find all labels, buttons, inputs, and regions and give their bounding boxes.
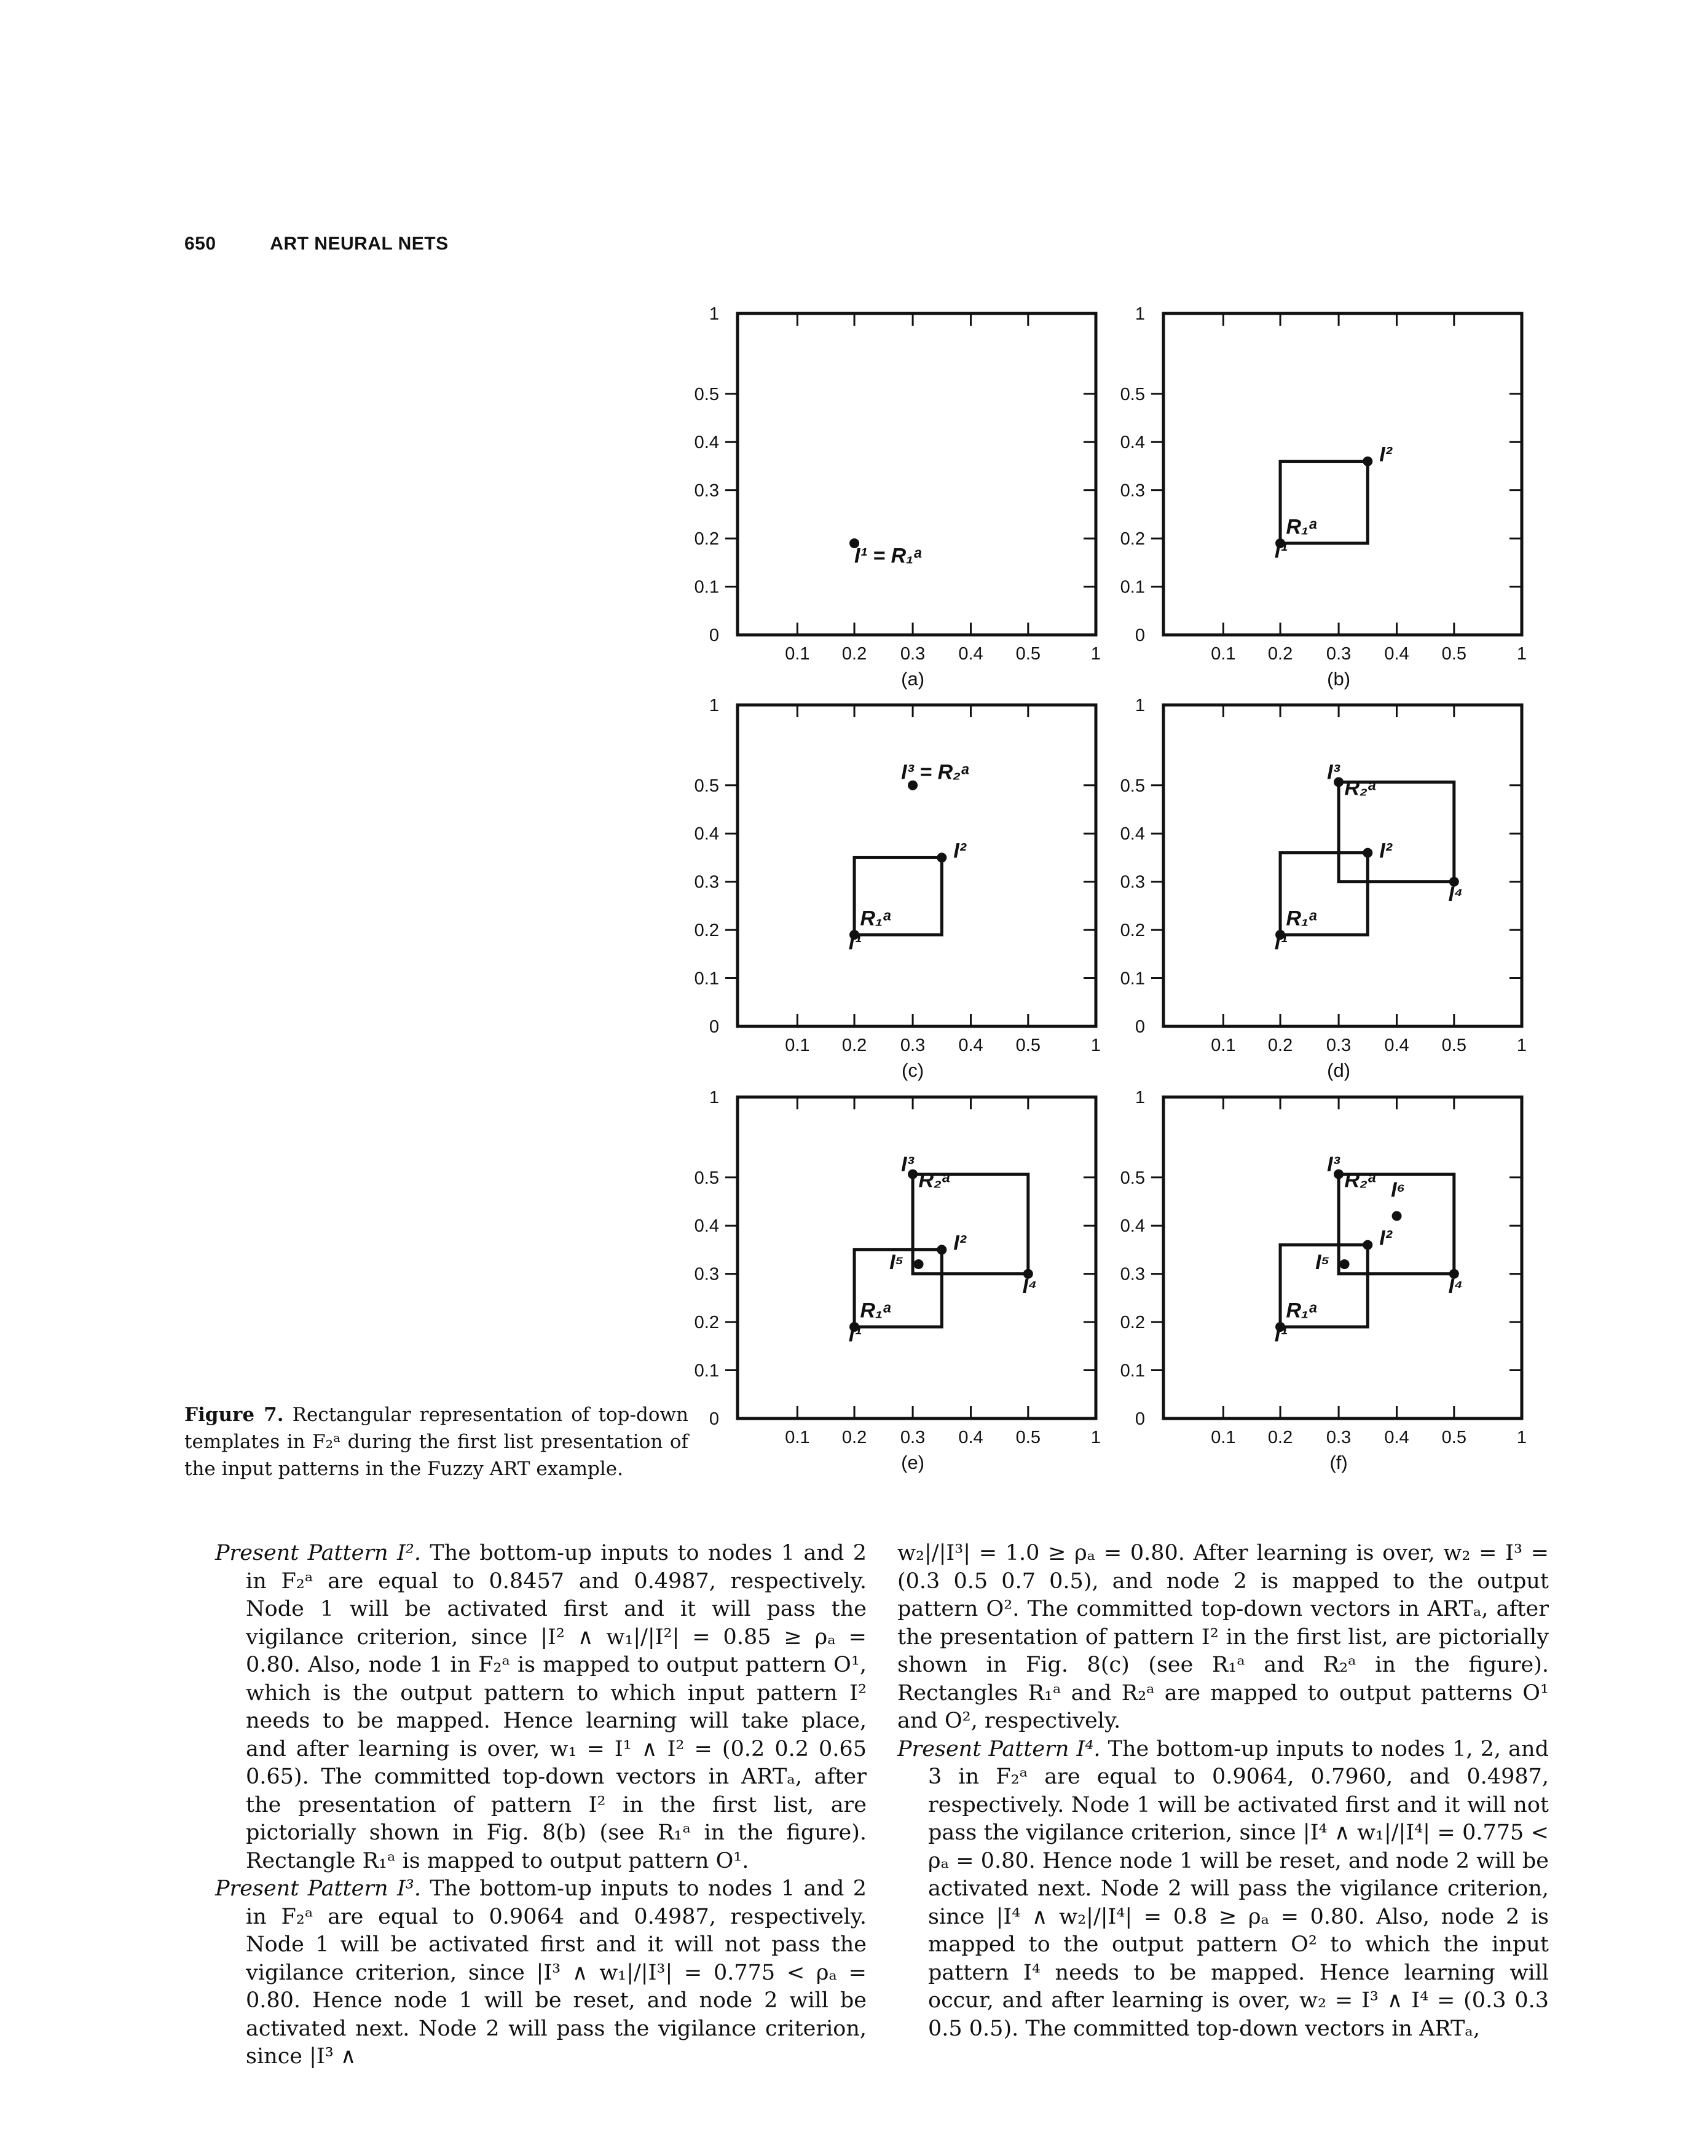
y-tick-label: 0.2 (694, 1313, 719, 1333)
y-tick-label: 0.4 (694, 433, 719, 453)
figure-panel (1120, 304, 1527, 690)
point-label: I⁴ (1022, 1275, 1037, 1299)
x-tick-label: 0.5 (1441, 1036, 1466, 1055)
panel-label: (c) (902, 1060, 924, 1081)
x-tick-label: 0.3 (1326, 644, 1352, 664)
plot-frame (1163, 705, 1522, 1026)
x-tick-label: 0.5 (1441, 644, 1466, 664)
x-tick-label: 0.1 (785, 1428, 810, 1447)
plot-frame (738, 313, 1096, 635)
y-tick-label: 0 (1135, 626, 1145, 645)
y-tick-label: 1 (709, 1088, 719, 1108)
panel-label: (e) (901, 1452, 925, 1473)
point-label: R₁ᵃ (860, 1299, 891, 1323)
running-title: ART NEURAL NETS (270, 234, 449, 254)
x-tick-label: 0.3 (900, 1036, 926, 1055)
y-tick-label: 0 (709, 1017, 719, 1037)
x-tick-label: 0.3 (900, 1428, 926, 1447)
point-label: R₂ᵃ (1344, 776, 1376, 800)
y-tick-label: 1 (709, 304, 719, 324)
x-tick-label: 0.4 (1384, 644, 1409, 664)
point-label: I³ (901, 1152, 914, 1176)
plot-frame (1163, 313, 1522, 635)
y-tick-label: 0.1 (694, 969, 719, 989)
input-point (1363, 848, 1372, 858)
y-tick-label: 0.3 (694, 481, 719, 501)
y-tick-label: 0.5 (694, 776, 719, 796)
point-label: R₁ᵃ (1286, 515, 1317, 539)
x-tick-label: 0.3 (1326, 1428, 1352, 1447)
point-label: I¹ (848, 1323, 862, 1347)
y-tick-label: 0 (1135, 1017, 1145, 1037)
input-point (937, 1245, 946, 1254)
x-tick-label: 1 (1090, 1036, 1101, 1055)
x-tick-label: 1 (1516, 1036, 1527, 1055)
panel-label: (a) (901, 668, 925, 690)
point-label: R₁ᵃ (860, 907, 891, 930)
y-tick-label: 1 (1135, 304, 1145, 324)
point-label: I³ (1327, 1152, 1340, 1176)
y-tick-label: 0.2 (694, 529, 719, 549)
x-tick-label: 0.2 (1267, 1036, 1293, 1055)
x-tick-label: 0.2 (1267, 644, 1293, 664)
y-tick-label: 0.3 (1120, 1264, 1145, 1285)
point-label: I¹ (1274, 539, 1288, 563)
y-tick-label: 0.5 (694, 384, 719, 404)
input-point (1392, 1211, 1402, 1221)
x-tick-label: 0.5 (1015, 644, 1041, 664)
caption-label: Figure 7. (184, 1404, 284, 1426)
point-label: I⁴ (1448, 883, 1463, 907)
y-tick-label: 0.1 (1120, 1361, 1145, 1381)
point-label: I⁶ (1391, 1178, 1406, 1202)
x-tick-label: 0.5 (1441, 1428, 1466, 1447)
y-tick-label: 0 (1135, 1409, 1145, 1429)
y-tick-label: 0.1 (694, 577, 719, 597)
plot-frame (738, 1097, 1096, 1418)
x-tick-label: 0.2 (841, 1036, 867, 1055)
plot-frame (738, 705, 1096, 1026)
point-label: I³ (1327, 760, 1340, 784)
x-tick-label: 0.4 (958, 1428, 983, 1447)
y-tick-label: 0 (709, 626, 719, 645)
y-tick-label: 0.3 (1120, 481, 1145, 501)
y-tick-label: 0.5 (1120, 384, 1145, 404)
y-tick-label: 0.3 (1120, 872, 1145, 892)
point-label: I¹ = R₁ᵃ (854, 544, 922, 568)
point-label: R₂ᵃ (1344, 1168, 1376, 1192)
y-tick-label: 0.2 (1120, 529, 1145, 549)
paragraph-text: The bottom-up inputs to nodes 1 and 2 in F₂ᵃ are equal to 0.8457 and 0.4987, respectively. Node 1 will be activated first and it will pass the vigilance criterion, since |I² ∧ w₁|/|I²| = 0.85 ≥ ρₐ = 0.80. Also, node 1 in F₂ᵃ is mapped to output pattern O¹, which is the output pattern to which input pattern I² needs to be mapped. Hence learning will take place, and after learning is over, w₁ = I¹ ∧ I² = (0.2 0.2 0.65 0.65). The committed top-down vectors in ARTₐ, after the presentation of pattern I² in the first list, are pictorially shown in Fig. 8(b) (see R₁ᵃ in the figure). Rectangle R₁ᵃ is mapped to output pattern O¹. (246, 1541, 867, 1873)
panel-label: (b) (1327, 668, 1351, 690)
x-tick-label: 1 (1516, 1428, 1527, 1447)
point-label: R₁ᵃ (1286, 1299, 1317, 1323)
body-left-column (215, 1540, 867, 2071)
input-point (1363, 457, 1372, 466)
figure-panel (695, 1088, 1101, 1473)
x-tick-label: 0.2 (841, 1428, 867, 1447)
y-tick-label: 0 (709, 1409, 719, 1429)
point-label: I² (953, 839, 966, 863)
point-label: I¹ (848, 930, 862, 954)
y-tick-label: 0.5 (694, 1168, 719, 1188)
x-tick-label: 0.4 (958, 1036, 983, 1055)
x-tick-label: 0.2 (841, 644, 867, 664)
x-tick-label: 0.3 (900, 644, 926, 664)
figure-panel (695, 304, 1101, 690)
y-tick-label: 0.4 (694, 1216, 719, 1237)
y-tick-label: 0.2 (1120, 1313, 1145, 1333)
caption-text: Rectangular representation of top-down templates in F₂ᵃ during the first list presentation of the input patterns in the Fuzzy ART example. (184, 1404, 689, 1480)
point-label: I⁵ (1315, 1250, 1330, 1274)
paragraph-pattern-3 (215, 1875, 867, 2071)
y-tick-label: 0.1 (694, 1361, 719, 1381)
y-tick-label: 0.4 (1120, 1216, 1145, 1237)
x-tick-label: 0.4 (1384, 1036, 1409, 1055)
y-tick-label: 0.1 (1120, 969, 1145, 989)
x-tick-label: 0.1 (1211, 1428, 1236, 1447)
paragraph-text: w₂|/|I³| = 1.0 ≥ ρₐ = 0.80. After learning is over, w₂ = I³ = (0.3 0.5 0.7 0.5), and node 2 is mapped to the output pattern O². The committed top-down vectors in ARTₐ, after the presentation of pattern I² in the first list, are pictorially shown in Fig. 8(c) (see R₁ᵃ and R₂ᵃ in the figure). Rectangles R₁ᵃ and R₂ᵃ are mapped to output patterns O¹ and O², respectively. (897, 1541, 1549, 1733)
paragraph-text: The bottom-up inputs to nodes 1, 2, and 3 in F₂ᵃ are equal to 0.9064, 0.7960, and 0.4987, respectively. Node 1 will be activated first and it will not pass the vigilance criterion, since |I⁴ ∧ w₁|/|I⁴| = 0.775 < ρₐ = 0.80. Hence node 1 will be reset, and node 2 will be activated next. Node 2 will pass the vigilance criterion, since |I⁴ ∧ w₂|/|I⁴| = 0.8 ≥ ρₐ = 0.80. Also, node 2 is mapped to the output pattern O² to which the input pattern I⁴ needs to be mapped. Hence learning will occur, and after learning is over, w₂ = I³ ∧ I⁴ = (0.3 0.3 0.5 0.5). The committed top-down vectors in ARTₐ, (928, 1736, 1549, 2041)
x-tick-label: 0.2 (1267, 1428, 1293, 1447)
paragraph-lead: Present Pattern I². (215, 1541, 421, 1565)
point-label: I⁵ (889, 1250, 904, 1274)
figure-panel (695, 696, 1101, 1081)
panel-label: (d) (1327, 1060, 1351, 1081)
point-label: R₂ᵃ (918, 1168, 950, 1192)
figure-panel (1120, 696, 1527, 1081)
plot-frame (1163, 1097, 1522, 1418)
point-label: I¹ (1274, 1323, 1288, 1347)
y-tick-label: 0.4 (694, 824, 719, 844)
x-tick-label: 0.3 (1326, 1036, 1352, 1055)
paragraph-text: The bottom-up inputs to nodes 1 and 2 in F₂ᵃ are equal to 0.9064 and 0.4987, respectively. Node 1 will be activated first and it will not pass the vigilance criterion, since |I³ ∧ w₁|/|I³| = 0.775 < ρₐ = 0.80. Hence node 1 will be reset, and node 2 will be activated next. Node 2 will pass the vigilance criterion, since |I³ ∧ (246, 1876, 867, 2069)
figure-caption (184, 1401, 688, 1482)
y-tick-label: 0.3 (694, 872, 719, 892)
y-tick-label: 1 (1135, 696, 1145, 715)
paragraph-lead: Present Pattern I³. (215, 1876, 421, 1901)
x-tick-label: 0.1 (785, 1036, 810, 1055)
x-tick-label: 1 (1090, 1428, 1101, 1447)
body-right-column (897, 1540, 1549, 2043)
point-label: I³ = R₂ᵃ (901, 760, 969, 784)
panel-label: (f) (1329, 1452, 1348, 1473)
x-tick-label: 0.1 (1211, 1036, 1236, 1055)
input-point (914, 1259, 924, 1269)
paragraph-continuation (897, 1540, 1549, 1736)
y-tick-label: 0.4 (1120, 824, 1145, 844)
y-tick-label: 0.4 (1120, 433, 1145, 453)
x-tick-label: 0.5 (1015, 1036, 1041, 1055)
point-label: I² (1379, 443, 1392, 466)
y-tick-label: 0.2 (694, 921, 719, 941)
y-tick-label: 0.1 (1120, 577, 1145, 597)
point-label: I¹ (1274, 930, 1288, 954)
y-tick-label: 0.5 (1120, 1168, 1145, 1188)
point-label: I² (1379, 839, 1392, 863)
input-point (1363, 1240, 1372, 1250)
input-point (937, 852, 946, 862)
x-tick-label: 0.4 (1384, 1428, 1409, 1447)
x-tick-label: 0.4 (958, 644, 983, 664)
x-tick-label: 1 (1090, 644, 1101, 664)
page-number: 650 (184, 234, 216, 254)
point-label: I⁴ (1448, 1275, 1463, 1299)
input-point (1340, 1259, 1350, 1269)
y-tick-label: 1 (1135, 1088, 1145, 1108)
point-label: I² (1379, 1226, 1392, 1250)
y-tick-label: 0.2 (1120, 921, 1145, 941)
x-tick-label: 0.1 (785, 644, 810, 664)
y-tick-label: 0.3 (694, 1264, 719, 1285)
paragraph-pattern-2 (215, 1540, 867, 1875)
y-tick-label: 0.5 (1120, 776, 1145, 796)
x-tick-label: 0.5 (1015, 1428, 1041, 1447)
figure-panel (1120, 1088, 1527, 1473)
y-tick-label: 1 (709, 696, 719, 715)
x-tick-label: 1 (1516, 644, 1527, 664)
x-tick-label: 0.1 (1211, 644, 1236, 664)
point-label: R₁ᵃ (1286, 907, 1317, 930)
paragraph-pattern-4 (897, 1736, 1549, 2044)
point-label: I² (953, 1231, 966, 1255)
paragraph-lead: Present Pattern I⁴. (897, 1736, 1101, 1761)
